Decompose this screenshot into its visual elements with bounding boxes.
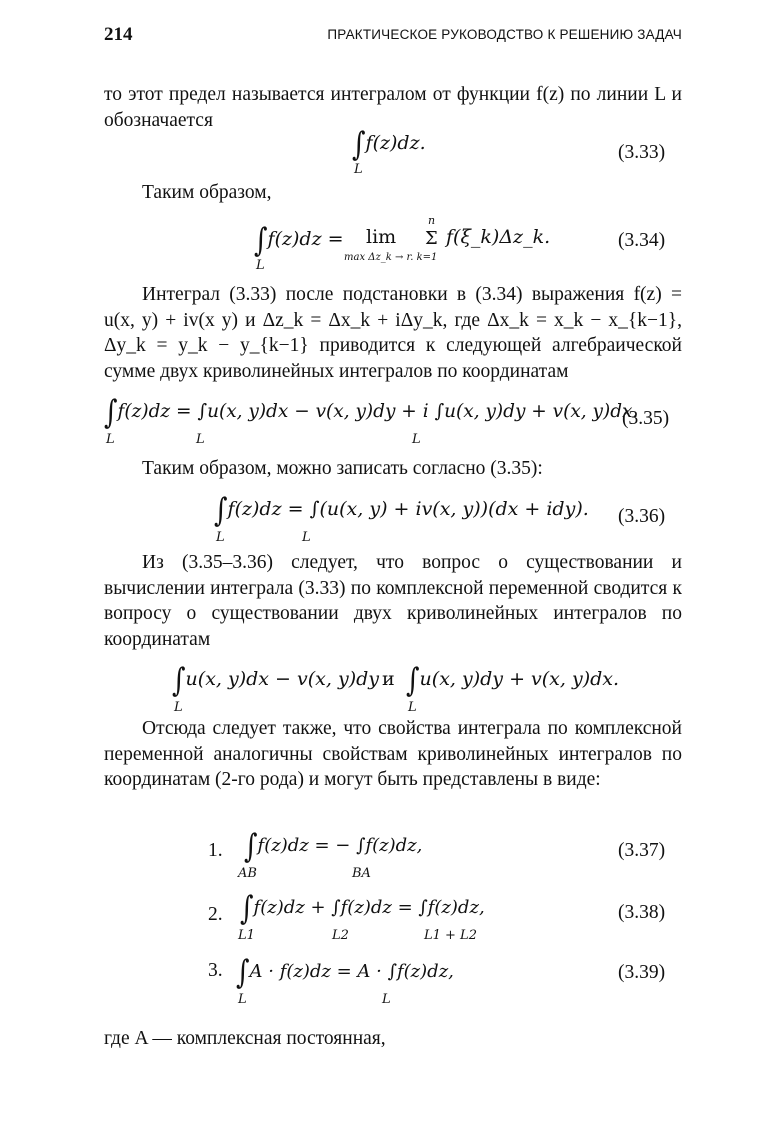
equation-body: f(z)dz = ∫(u(x, y) + iv(x, y))(dx + idy). [227, 498, 589, 520]
equation-3-35: ∫f(z)dz = ∫u(x, y)dx − v(x, y)dy + i ∫u(x, y)dy + v(x, y)dx. L L L (3.35) [104, 394, 670, 447]
paragraph-2: Таким образом, [142, 182, 272, 203]
integral-lower-limit: L [174, 700, 183, 715]
integral-lower-limit-2: L2 [332, 928, 349, 943]
equation-3-37 [0, 828, 783, 881]
equation-number: (3.39) [618, 962, 666, 983]
equation-pair: ∫u(x, y)dx − v(x, y)dy и ∫u(x, y)dy + v(x, y)dx. L L [172, 662, 620, 715]
equation-body: f(z)dz. [365, 132, 426, 154]
equation-number: (3.34) [618, 230, 666, 251]
equation-3-36: ∫f(z)dz = ∫(u(x, y) + iv(x, y))(dx + idy). L L (3.36) [214, 492, 666, 545]
equation-body: f(z)dz = ∫u(x, y)dx − v(x, y)dy + i ∫u(x, y)dy + v(x, y)dx. [117, 401, 639, 422]
integral-sign: ∫ [254, 222, 268, 260]
list-number: 2. [208, 904, 223, 925]
integral-sign: ∫ [172, 662, 186, 700]
integral-lower-limit-3: L1 + L2 [424, 928, 477, 943]
paragraph-6: Отсюда следует также, что свойства интеграла по комплексной переменной аналогичны свойствам криволинейных интегралов по координатам (2-го рода) и могут быть представлены в виде: [104, 718, 682, 790]
equation-3-39: 3. ∫A · f(z)dz = A · ∫f(z)dz, L L (3.39) [208, 954, 666, 1007]
equation-left: u(x, y)dx − v(x, y)dy [185, 668, 379, 690]
running-title: ПРАКТИЧЕСКОЕ РУКОВОДСТВО К РЕШЕНИЮ ЗАДАЧ [327, 27, 682, 42]
equation-3-34 [0, 214, 783, 274]
list-number: 3. [208, 960, 223, 981]
equation-3-38 [0, 890, 783, 943]
integral-sign: ∫ [104, 394, 118, 432]
integral-lower-limit: L [238, 992, 247, 1007]
equation-body: A · f(z)dz = A · ∫f(z)dz, [249, 961, 454, 982]
integral-lower-limit-right: BA [352, 866, 371, 881]
equation-number: (3.33) [618, 142, 666, 163]
integral-sign: ∫ [244, 828, 258, 866]
paragraph-5: Из (3.35–3.36) следует, что вопрос о существовании и вычислении интеграла (3.33) по комплексной переменной сводится к вопросу о существовании двух криволинейных интегралов по координатам [104, 552, 682, 650]
equation-number: (3.36) [618, 506, 666, 527]
equation-lhs: f(z)dz = [267, 228, 344, 250]
paragraph-7: где A — комплексная постоянная, [104, 1028, 386, 1049]
integral-sign: ∫ [214, 492, 228, 530]
equation-body: f(z)dz + ∫f(z)dz = ∫f(z)dz, [253, 897, 485, 918]
limit-subscript: max Δz_k → r. k=1 [344, 252, 438, 263]
paragraph-3 [104, 282, 682, 384]
integral-sign: ∫ [352, 126, 366, 164]
equation-3-33 [0, 126, 783, 177]
integral-sign: ∫ [236, 954, 250, 992]
page-number: 214 [104, 24, 133, 45]
integral-lower-limit: L [354, 162, 363, 177]
sum-upper-limit: n [428, 214, 436, 227]
paragraph-1: то этот предел называется интегралом от функции f(z) по линии L и обозначается [104, 84, 682, 131]
page-header [104, 24, 682, 50]
paragraph-3-text: Интеграл (3.33) после подстановки в (3.34) выражения f(z) = u(x, y) + iv(x y) и Δz_k = Δx_k + iΔy_k, где Δx_k = x_k − x_{k−1}, Δy_k = y_k − y_{k−1} приводится к следующей алгебраической сумме двух криволинейных интегралов по координатам [104, 284, 682, 382]
integral-lower-limit-1: L1 [238, 928, 255, 943]
equation-body: f(z)dz = − ∫f(z)dz, [257, 835, 423, 856]
integral-sign: ∫ [240, 890, 254, 928]
integral-lower-limit: L [216, 530, 225, 545]
limit-operator: lim [366, 226, 397, 248]
equation-number: (3.37) [618, 840, 666, 861]
integral-lower-limit: L [106, 432, 115, 447]
equation-number: (3.38) [618, 902, 666, 923]
list-number: 1. [208, 840, 223, 861]
equation-number: (3.35) [622, 408, 670, 429]
integral-lower-limit: L [256, 258, 265, 273]
paragraph-4: Таким образом, можно записать согласно (3.35): [142, 458, 543, 479]
conjunction: и [382, 668, 395, 690]
equation-right: u(x, y)dy + v(x, y)dx. [419, 668, 620, 690]
sum-sign: Σ [425, 228, 438, 249]
integral-lower-limit-left: AB [238, 866, 257, 881]
equation-rhs: f(ξ_k)Δz_k. [446, 226, 551, 248]
